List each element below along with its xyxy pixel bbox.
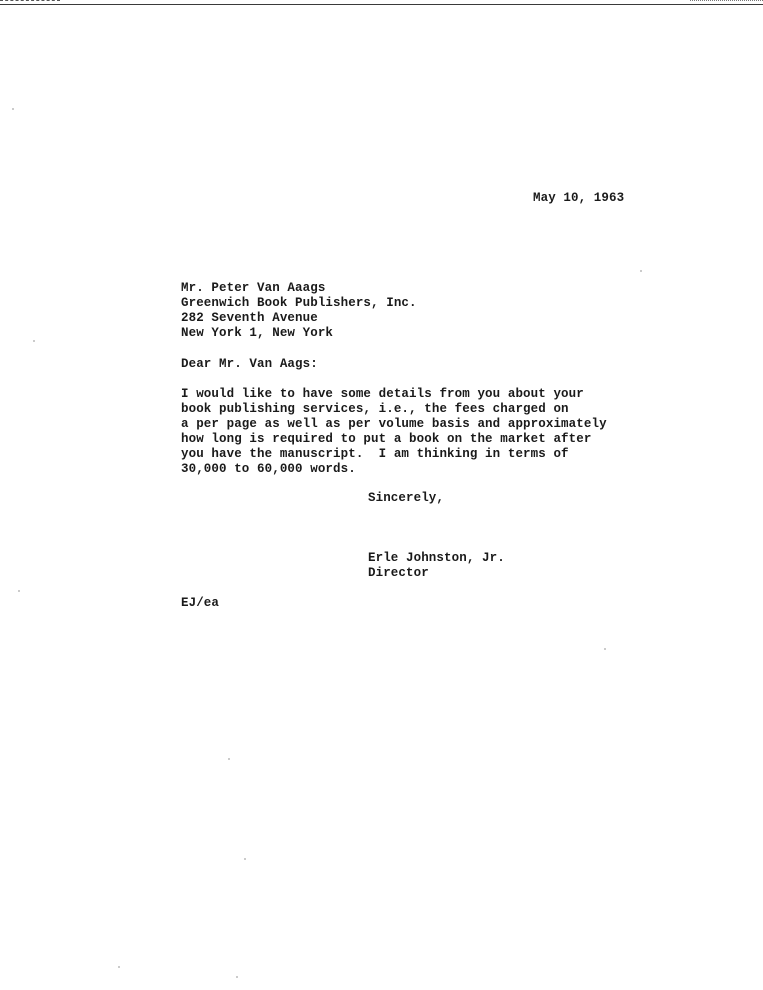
scan-speck — [12, 108, 14, 110]
body-line: 30,000 to 60,000 words. — [181, 462, 356, 476]
scan-speck — [118, 966, 120, 968]
scan-speck — [244, 858, 246, 860]
scan-speck — [604, 648, 606, 650]
recipient-street: 282 Seventh Avenue — [181, 311, 318, 325]
scan-speck — [236, 976, 238, 978]
recipient-city: New York 1, New York — [181, 326, 334, 340]
page-top-rule — [0, 4, 763, 5]
typist-initials: EJ/ea — [181, 596, 220, 610]
scan-speck — [228, 758, 230, 760]
body-line: a per page as well as per volume basis and approximately — [181, 417, 607, 431]
scan-speck — [640, 270, 642, 272]
recipient-name: Mr. Peter Van Aaags — [181, 281, 326, 295]
signer-title: Director — [368, 566, 429, 580]
salutation: Dear Mr. Van Aags: — [181, 357, 318, 371]
scan-speck — [33, 340, 35, 342]
signer-name: Erle Johnston, Jr. — [368, 551, 505, 565]
body-line: how long is required to put a book on the market after — [181, 432, 592, 446]
scan-speck — [18, 590, 20, 592]
recipient-company: Greenwich Book Publishers, Inc. — [181, 296, 417, 310]
top-edge-dots — [690, 0, 763, 1]
letter-date: May 10, 1963 — [533, 191, 625, 205]
closing: Sincerely, — [368, 491, 445, 505]
body-line: book publishing services, i.e., the fees charged on — [181, 402, 569, 416]
body-line: you have the manuscript. I am thinking in terms of — [181, 447, 569, 461]
body-line: I would like to have some details from you about your — [181, 387, 584, 401]
top-edge-dashes — [0, 0, 60, 1]
